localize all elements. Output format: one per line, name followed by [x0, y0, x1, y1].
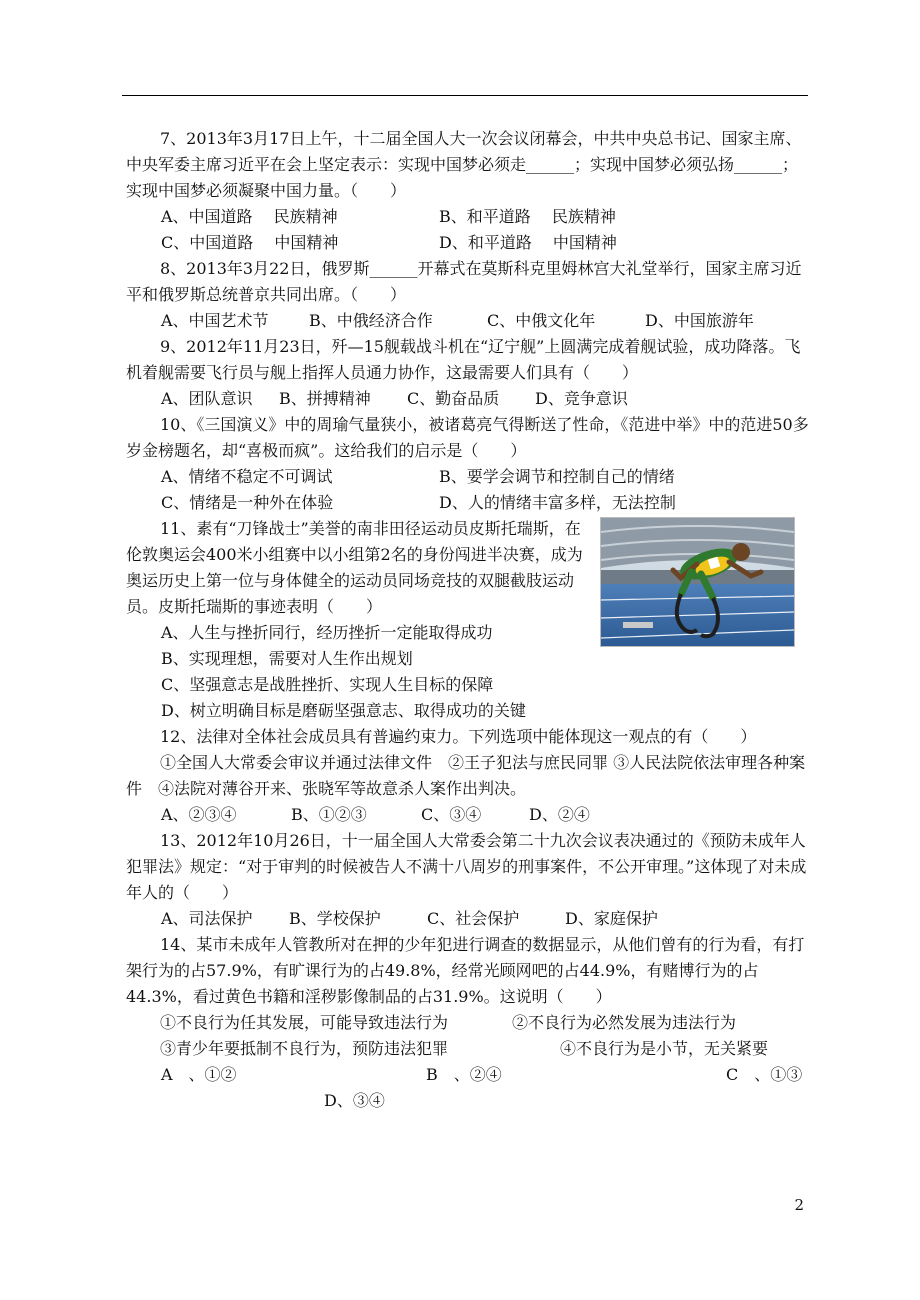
- question-11-option-b[interactable]: B、实现理想，需要对人生作出规划: [161, 649, 413, 668]
- question-10-options-row-1: [161, 464, 810, 490]
- option-c[interactable]: C、社会保护: [427, 909, 520, 928]
- option-c[interactable]: C、中俄文化年: [487, 311, 596, 330]
- option-d[interactable]: D、竞争意识: [535, 389, 628, 408]
- option-d[interactable]: D、②④: [529, 805, 590, 824]
- question-11-option-a[interactable]: A、人生与挫折同行，经历挫折一定能取得成功: [161, 623, 493, 642]
- option-c[interactable]: C、③④: [421, 805, 482, 824]
- question-7-options-row-2: [161, 230, 810, 256]
- option-b[interactable]: B、中俄经济合作: [309, 311, 433, 330]
- option-a[interactable]: A 、①②: [161, 1065, 237, 1084]
- option-a[interactable]: A、②③④: [161, 805, 237, 824]
- option-a[interactable]: A、情绪不稳定不可调试: [161, 467, 333, 486]
- option-d[interactable]: D、中国旅游年: [645, 311, 754, 330]
- question-13: 13、2012年10月26日，十一届全国人大常委会第二十九次会议表决通过的《预防未成年人犯罪法》规定：“对于审判的时候被告人不满十八周岁的刑事案件，不公开审理。”这体现了对未成年人的（ ）: [126, 831, 807, 902]
- option-c[interactable]: C、情绪是一种外在体验: [161, 493, 334, 512]
- question-9-options: [161, 386, 810, 412]
- question-9: 9、2012年11月23日，歼—15舰载战斗机在“辽宁舰”上圆满完成着舰试验，成功降落。飞机着舰需要飞行员与舰上指挥人员通力协作，这最需要人们具有（ ）: [126, 337, 801, 382]
- question-14-item-2: ③青少年要抵制不良行为，预防违法犯罪 ④不良行为是小节，无关紧要: [160, 1039, 769, 1058]
- option-b[interactable]: B、①②③: [291, 805, 367, 824]
- question-13-options: [161, 906, 810, 932]
- question-7-options-row-1: [161, 204, 810, 230]
- question-14-options: [126, 1062, 810, 1114]
- question-14-item-1: ①不良行为任其发展，可能导致违法行为 ②不良行为必然发展为违法行为: [160, 1013, 737, 1032]
- question-8: 8、2013年3月22日，俄罗斯______开幕式在莫斯科克里姆林宫大礼堂举行，国家主席习近平和俄罗斯总统普京共同出席。（ ）: [126, 259, 802, 304]
- question-10: 10、《三国演义》中的周瑜气量狭小，被诸葛亮气得断送了性命，《范进中举》中的范进50多岁金榜题名，却“喜极而疯”。这给我们的启示是（ ）: [126, 415, 809, 460]
- option-d[interactable]: D、③④: [324, 1091, 385, 1110]
- question-8-options: [161, 308, 810, 334]
- question-11-option-c[interactable]: C、坚强意志是战胜挫折、实现人生目标的保障: [161, 675, 494, 694]
- option-d[interactable]: D、人的情绪丰富多样，无法控制: [439, 493, 676, 512]
- question-12: 12、法律对全体社会成员具有普遍约束力。下列选项中能体现这一观点的有（ ）: [160, 727, 757, 746]
- sprinter-photo: [600, 517, 795, 647]
- option-d[interactable]: D、家庭保护: [565, 909, 658, 928]
- question-12-items: ①全国人大常委会审议并通过法律文件 ②王子犯法与庶民同罪 ③人民法院依法审理各种案件 ④法院对薄谷开来、张晓军等故意杀人案作出判决。: [126, 753, 806, 798]
- option-b[interactable]: B 、②④: [426, 1065, 502, 1084]
- option-a[interactable]: A、中国艺术节: [161, 311, 269, 330]
- option-a[interactable]: A、中国道路 民族精神: [161, 207, 338, 226]
- option-b[interactable]: B、要学会调节和控制自己的情绪: [439, 467, 675, 486]
- question-7: 7、2013年3月17日上午，十二届全国人大一次会议闭幕会，中共中央总书记、国家主席、中央军委主席习近平在会上坚定表示：实现中国梦必须走______；实现中国梦必须弘扬______；实现中国梦必须凝聚中国力量。（ ）: [126, 129, 802, 200]
- page-number: 2: [794, 1196, 804, 1214]
- header-rule: [122, 95, 808, 96]
- option-c[interactable]: C、勤奋品质: [407, 389, 500, 408]
- question-11-option-d[interactable]: D、树立明确目标是磨砺坚强意志、取得成功的关键: [161, 701, 526, 720]
- option-b[interactable]: B、学校保护: [289, 909, 381, 928]
- option-b[interactable]: B、拼搏精神: [279, 389, 371, 408]
- option-a[interactable]: A、司法保护: [161, 909, 253, 928]
- question-14: 14、某市未成年人管教所对在押的少年犯进行调查的数据显示，从他们曾有的行为看，有打架行为的占57.9%，有旷课行为的占49.8%，经常光顾网吧的占44.9%，有赌博行为的占44.3%，看过黄色书籍和淫秽影像制品的占31.9%。这说明（ ）: [126, 935, 805, 1006]
- option-d[interactable]: D、和平道路 中国精神: [439, 233, 617, 252]
- option-b[interactable]: B、和平道路 民族精神: [439, 207, 616, 226]
- question-10-options-row-2: [161, 490, 810, 516]
- option-a[interactable]: A、团队意识: [161, 389, 253, 408]
- option-c[interactable]: C、中国道路 中国精神: [161, 233, 339, 252]
- question-12-options: [161, 802, 810, 828]
- question-11: 11、素有“刀锋战士”美誉的南非田径运动员皮斯托瑞斯，在伦敦奥运会400米小组赛中以小组第2名的身份闯进半决赛，成为奥运历史上第一位与身体健全的运动员同场竞技的双腿截肢运动员。皮斯托瑞斯的事迹表明（ ）: [126, 519, 583, 616]
- option-c[interactable]: C 、①③: [726, 1065, 803, 1084]
